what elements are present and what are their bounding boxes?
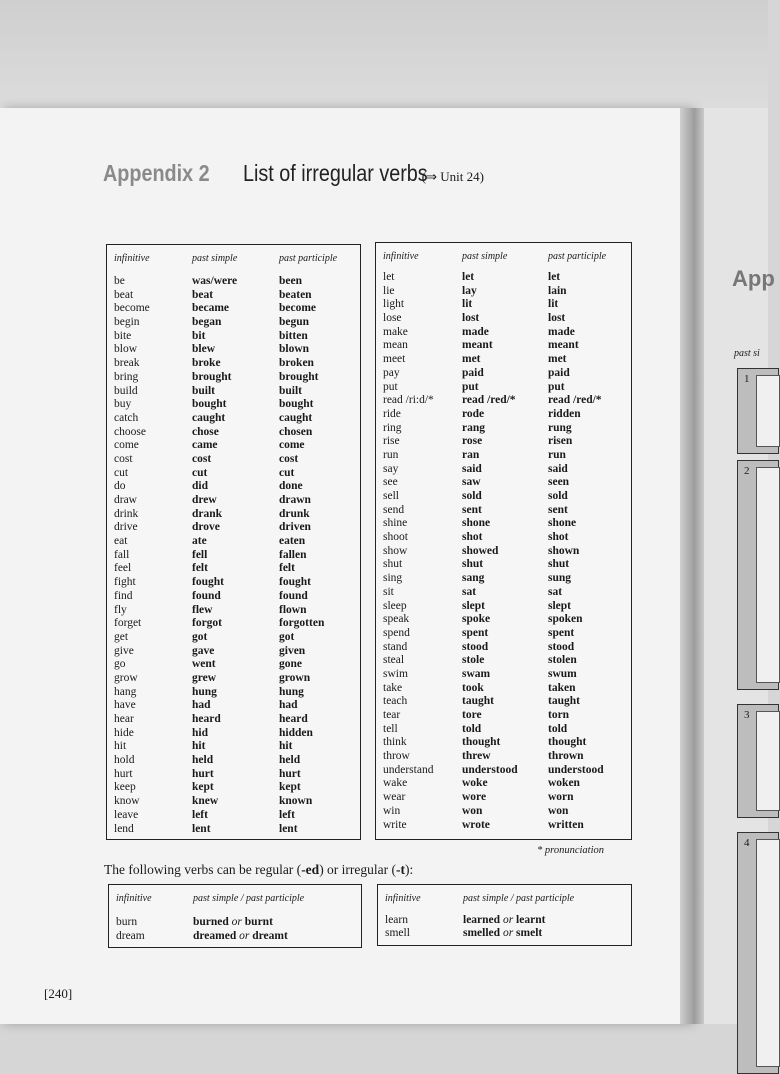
verb-infinitive: shut: [383, 558, 403, 571]
verb-past-simple: left: [192, 808, 208, 821]
verb-past-simple: rang: [462, 421, 485, 434]
verb-past-participle: shone: [548, 517, 577, 530]
verb-past-participle: built: [279, 384, 303, 397]
verb-past-simple: won: [462, 804, 483, 817]
verb-past-simple: bought: [192, 398, 227, 411]
verb-past-simple: bit: [192, 329, 206, 342]
verb-past-simple: woke: [462, 777, 488, 790]
verb-past-simple: shone: [462, 517, 491, 530]
verb-past-participle: sat: [548, 585, 563, 598]
verb-past-participle: found: [279, 589, 308, 602]
verb-infinitive: make: [383, 325, 408, 338]
verb-past-participle: woken: [548, 777, 580, 790]
verb-infinitive: stand: [383, 640, 408, 653]
verb-past-participle: worn: [548, 791, 574, 804]
verb-past-participle: met: [548, 353, 567, 366]
verb-past-simple: drove: [192, 521, 220, 534]
verb-past-simple: brought: [192, 370, 232, 383]
verb-infinitive: come: [114, 439, 139, 452]
verb-past-simple: sent: [462, 503, 482, 516]
verb-past-participle: shut: [548, 558, 570, 571]
verb-past-participle: felt: [279, 562, 295, 575]
verb-past-simple: sang: [462, 572, 485, 585]
verb-infinitive: eat: [114, 535, 128, 548]
verb-past-participle: said: [548, 462, 568, 475]
verb-past-simple: held: [192, 754, 214, 767]
verb-past-participle: written: [548, 818, 584, 831]
verb-past-simple: cost: [192, 452, 212, 465]
infinitive-column: [383, 271, 434, 832]
verb-past-simple: flew: [192, 603, 213, 616]
verb-past-participle: got: [279, 630, 295, 643]
page-fold: [680, 108, 704, 1024]
verb-infinitive: rise: [383, 435, 400, 448]
verb-past-simple: heard: [192, 713, 221, 725]
verb-infinitive: say: [383, 462, 399, 475]
verb-past-participle: told: [548, 722, 568, 735]
table-row: burn burned or burnt: [116, 916, 273, 928]
verb-infinitive: mean: [383, 339, 408, 352]
verb-past-simple: told: [462, 722, 482, 735]
verb-past-simple: beat: [192, 288, 214, 301]
verb-infinitive: grow: [114, 671, 138, 684]
verb-infinitive: keep: [114, 781, 136, 794]
verb-past-participle: sold: [548, 490, 568, 502]
verb-infinitive: break: [114, 357, 140, 370]
verb-infinitive: buy: [114, 398, 132, 411]
page-number: [240]: [44, 986, 73, 1001]
verb-past-simple: ran: [462, 448, 480, 461]
verb-past-participle: lent: [279, 822, 298, 835]
past-participle-column: [548, 271, 604, 832]
unit-reference: (⇒ Unit 24): [421, 169, 484, 184]
verb-past-participle: lit: [548, 298, 559, 311]
verb-past-simple: grew: [192, 671, 217, 684]
verb-past-participle: broken: [279, 357, 314, 370]
verb-past-simple: drank: [192, 507, 223, 520]
verb-past-simple: put: [462, 380, 479, 393]
verb-infinitive: light: [383, 298, 405, 311]
table-row: dream dreamed or dreamt: [116, 930, 288, 942]
header-ps-pp: past simple / past participle: [193, 893, 305, 904]
verb-infinitive: fall: [114, 548, 130, 561]
verb-infinitive: steal: [383, 654, 405, 667]
verb-past-simple: sold: [462, 490, 482, 502]
verb-past-simple: found: [192, 589, 221, 602]
verb-infinitive: meet: [383, 353, 406, 366]
verb-past-participle: sent: [548, 503, 568, 516]
verb-past-simple: had: [192, 699, 211, 712]
verb-infinitive: write: [383, 818, 407, 831]
verb-past-participle: won: [548, 804, 569, 817]
past-simple-column: [462, 271, 518, 832]
verb-past-participle: beaten: [279, 288, 312, 301]
header-infinitive: infinitive: [116, 893, 152, 904]
next-page-box-1: [737, 368, 779, 454]
verb-infinitive: sleep: [383, 599, 407, 612]
verb-past-simple: knew: [192, 795, 219, 808]
verb-past-participle: cost: [279, 452, 299, 465]
verb-past-participle: blown: [279, 343, 310, 356]
verb-past-participle: cut: [279, 466, 295, 479]
verb-infinitive: feel: [114, 562, 132, 575]
appendix-label: Appendix 2: [103, 160, 210, 186]
verb-past-participle: lost: [548, 312, 566, 325]
verb-past-participle: paid: [548, 366, 570, 379]
verb-past-participle: torn: [548, 709, 570, 721]
verb-past-simple: began: [192, 316, 222, 329]
verb-past-participle: done: [279, 480, 303, 493]
verb-past-simple: saw: [462, 476, 481, 489]
verb-past-simple: fell: [192, 548, 208, 561]
verb-past-participle: forgotten: [279, 617, 325, 630]
verb-infinitive: do: [114, 480, 126, 493]
verb-past-simple: lit: [462, 298, 473, 311]
header-past-participle: past participle: [279, 253, 338, 264]
next-page-box-4: [737, 832, 779, 1074]
verb-past-participle: meant: [548, 339, 579, 352]
verb-infinitive: throw: [383, 750, 410, 763]
verb-past-simple: read /red/*: [462, 394, 516, 407]
verb-past-participle: stood: [548, 640, 575, 653]
verb-past-participle: kept: [279, 781, 301, 794]
box-number: 4: [744, 837, 750, 849]
verb-infinitive: catch: [114, 411, 139, 424]
verb-past-simple: chose: [192, 425, 219, 438]
verb-infinitive: put: [383, 380, 398, 393]
verb-infinitive: speak: [383, 613, 410, 626]
box-number: 3: [744, 709, 750, 721]
verb-infinitive: build: [114, 384, 138, 397]
verb-past-simple: caught: [192, 411, 226, 424]
verb-infinitive: wake: [383, 777, 408, 790]
past-participle-column: [279, 275, 324, 836]
verb-past-participle: begun: [279, 316, 310, 329]
verb-past-simple: forgot: [192, 617, 223, 630]
verb-infinitive: hit: [114, 740, 127, 753]
verb-past-simple: swam: [462, 667, 491, 680]
verb-past-participle: read /red/*: [548, 394, 602, 407]
verb-infinitive: bring: [114, 370, 139, 383]
verb-past-simple: built: [192, 384, 216, 397]
next-page-box-2: [737, 460, 779, 690]
verb-past-participle: fallen: [279, 548, 307, 561]
verb-past-simple: rose: [462, 435, 483, 448]
verb-infinitive: lend: [114, 822, 134, 835]
verb-past-participle: shot: [548, 531, 569, 544]
verb-infinitive: take: [383, 681, 403, 694]
verb-past-simple: hid: [192, 726, 208, 739]
verb-past-simple: hit: [192, 740, 206, 753]
verb-infinitive: send: [383, 503, 405, 516]
verb-infinitive: show: [383, 544, 408, 557]
verb-past-participle: held: [279, 754, 301, 767]
verb-infinitive: shine: [383, 517, 408, 530]
verb-past-participle: gone: [279, 658, 302, 671]
verb-past-participle: drunk: [279, 507, 310, 520]
verb-past-simple: kept: [192, 781, 214, 794]
verb-past-participle: been: [279, 275, 302, 287]
regular-irregular-note: The following verbs can be regular (-ed) or irregular (-t):: [104, 862, 414, 877]
verb-past-simple: hung: [192, 685, 217, 698]
verb-past-participle: drawn: [279, 494, 311, 506]
next-page-header: past si: [734, 348, 760, 359]
verb-past-participle: hit: [279, 740, 293, 753]
verb-infinitive: cost: [114, 452, 133, 465]
verb-past-participle: shown: [548, 544, 580, 557]
verb-infinitive: fight: [114, 576, 136, 589]
verb-past-simple: meant: [462, 339, 493, 352]
verb-infinitive: sell: [383, 490, 399, 502]
verb-infinitive: hang: [114, 685, 137, 698]
verb-past-participle: spoken: [548, 613, 583, 626]
regular-verbs-table-left: [108, 884, 362, 948]
verb-infinitive: draw: [114, 494, 137, 506]
verb-past-simple: hurt: [192, 767, 214, 780]
verb-infinitive: hide: [114, 726, 134, 739]
verb-past-simple: did: [192, 480, 208, 493]
verb-past-simple: threw: [462, 750, 491, 763]
box-number: 2: [744, 465, 750, 477]
page-title: [103, 160, 484, 187]
verb-infinitive: be: [114, 275, 125, 287]
verb-past-participle: eaten: [279, 535, 306, 548]
verb-infinitive: begin: [114, 316, 140, 329]
verb-infinitive: bite: [114, 329, 132, 342]
verb-past-participle: spent: [548, 626, 575, 639]
box-number: 1: [744, 373, 750, 385]
verb-past-participle: understood: [548, 763, 604, 776]
verb-infinitive: understand: [383, 763, 434, 776]
verb-past-participle: put: [548, 380, 565, 393]
verb-past-simple: fought: [192, 576, 224, 589]
verb-past-simple: slept: [462, 599, 485, 612]
verb-infinitive: run: [383, 448, 399, 461]
verb-past-simple: paid: [462, 366, 484, 379]
header-infinitive: infinitive: [114, 253, 150, 264]
verb-infinitive: choose: [114, 425, 146, 438]
title-text: List of irregular verbs: [243, 160, 428, 186]
verb-past-participle: seen: [548, 476, 570, 489]
infinitive-column: [114, 275, 150, 836]
verb-past-participle: hidden: [279, 726, 313, 739]
next-page-box-3: [737, 704, 779, 818]
verb-infinitive: find: [114, 589, 133, 602]
verb-past-simple: thought: [462, 736, 501, 749]
verb-infinitive: wear: [383, 791, 406, 804]
table-row: smell smelled or smelt: [385, 927, 543, 939]
verb-infinitive: leave: [114, 808, 139, 821]
verb-infinitive: become: [114, 302, 150, 315]
verb-past-simple: wrote: [462, 818, 490, 831]
header-infinitive: infinitive: [383, 251, 419, 262]
verb-infinitive: let: [383, 271, 395, 283]
verb-past-participle: thrown: [548, 750, 584, 763]
verb-past-participle: bought: [279, 398, 314, 411]
header-infinitive: infinitive: [385, 893, 421, 904]
table-row: learn learned or learnt: [385, 914, 546, 926]
verb-infinitive: think: [383, 736, 407, 749]
verb-infinitive: have: [114, 699, 136, 712]
verb-past-simple: broke: [192, 357, 221, 370]
verb-past-simple: felt: [192, 562, 208, 575]
verb-infinitive: drink: [114, 507, 139, 520]
verb-past-simple: shut: [462, 558, 484, 571]
verb-past-participle: chosen: [279, 425, 313, 438]
verb-infinitive: teach: [383, 695, 408, 708]
verb-past-participle: lain: [548, 284, 567, 297]
verb-infinitive: cut: [114, 466, 129, 479]
verb-past-simple: said: [462, 462, 482, 475]
verb-past-simple: met: [462, 353, 481, 366]
past-simple-column: [192, 275, 237, 836]
verb-past-simple: spent: [462, 626, 489, 639]
verb-past-participle: stolen: [548, 654, 577, 667]
verb-past-simple: lent: [192, 822, 211, 835]
verb-past-participle: given: [279, 644, 306, 657]
verb-past-simple: showed: [462, 544, 499, 557]
verb-infinitive: lose: [383, 312, 402, 325]
verb-past-simple: got: [192, 630, 208, 643]
verb-infinitive: hurt: [114, 767, 133, 780]
verb-past-participle: risen: [548, 435, 573, 448]
verb-infinitive: spend: [383, 626, 410, 639]
verb-past-simple: drew: [192, 494, 217, 506]
verb-past-simple: let: [462, 271, 475, 283]
verb-past-simple: stole: [462, 654, 485, 667]
verb-past-participle: slept: [548, 599, 571, 612]
verb-infinitive: sing: [383, 572, 403, 585]
verb-infinitive: win: [383, 804, 401, 817]
verb-infinitive: pay: [383, 366, 400, 379]
verb-past-simple: blew: [192, 343, 215, 356]
verb-past-simple: came: [192, 439, 218, 452]
verb-past-simple: made: [462, 325, 489, 338]
verb-infinitive: see: [383, 476, 398, 489]
verb-infinitive: forget: [114, 617, 142, 630]
pronunciation-note: * pronunciation: [537, 845, 604, 856]
verb-infinitive: read /ri:d/*: [383, 394, 434, 407]
verb-past-simple: understood: [462, 763, 518, 776]
verb-past-simple: went: [192, 658, 216, 671]
verb-past-simple: lay: [462, 284, 477, 297]
verb-infinitive: beat: [114, 288, 134, 301]
verb-past-participle: swum: [548, 667, 577, 680]
verb-past-simple: became: [192, 302, 230, 315]
verb-past-participle: made: [548, 325, 575, 338]
verb-past-simple: gave: [192, 644, 215, 657]
verb-past-simple: stood: [462, 640, 489, 653]
verb-past-participle: sung: [548, 572, 572, 585]
background-strip: [0, 0, 768, 108]
verb-infinitive: know: [114, 795, 140, 808]
verb-infinitive: blow: [114, 343, 137, 356]
verb-past-simple: wore: [462, 791, 487, 804]
verb-past-participle: fought: [279, 576, 311, 589]
header-ps-pp: past simple / past participle: [463, 893, 575, 904]
verb-past-participle: thought: [548, 736, 587, 749]
verb-infinitive: ring: [383, 421, 402, 434]
verb-infinitive: fly: [114, 603, 127, 616]
verb-past-participle: taken: [548, 681, 576, 694]
verb-past-simple: cut: [192, 466, 208, 479]
verb-past-simple: was/were: [192, 275, 238, 287]
verb-past-simple: lost: [462, 312, 480, 325]
verb-past-participle: let: [548, 271, 561, 283]
next-page-title: App: [732, 266, 775, 291]
verb-past-participle: heard: [279, 713, 308, 725]
verb-past-simple: tore: [462, 709, 482, 721]
verb-past-simple: shot: [462, 531, 483, 544]
verb-infinitive: tear: [383, 709, 401, 721]
header-past-simple: past simple: [462, 251, 508, 262]
verb-infinitive: ride: [383, 407, 401, 420]
verb-past-participle: known: [279, 795, 313, 808]
verb-past-simple: taught: [462, 695, 494, 708]
verb-infinitive: tell: [383, 722, 398, 735]
verb-infinitive: give: [114, 644, 134, 657]
verb-past-participle: brought: [279, 370, 319, 383]
verb-past-simple: sat: [462, 585, 477, 598]
verb-past-participle: caught: [279, 411, 313, 424]
verb-past-participle: hurt: [279, 767, 301, 780]
verb-infinitive: sit: [383, 585, 394, 598]
verb-infinitive: swim: [383, 667, 408, 680]
verb-infinitive: hear: [114, 713, 134, 725]
verb-infinitive: drive: [114, 521, 138, 534]
verbs-table-right: [375, 242, 632, 840]
verb-past-participle: flown: [279, 603, 307, 616]
verb-past-participle: grown: [279, 671, 311, 684]
verb-past-participle: become: [279, 302, 317, 315]
verb-infinitive: go: [114, 658, 126, 671]
verb-past-simple: took: [462, 681, 484, 694]
verb-infinitive: shoot: [383, 531, 408, 544]
verbs-table-left: [106, 244, 361, 840]
verb-past-simple: spoke: [462, 613, 491, 626]
verb-past-participle: run: [548, 448, 566, 461]
verb-past-participle: bitten: [279, 329, 308, 342]
verb-past-participle: rung: [548, 421, 572, 434]
verb-infinitive: hold: [114, 754, 135, 767]
verb-past-participle: ridden: [548, 407, 581, 420]
verb-past-participle: taught: [548, 695, 580, 708]
verb-past-simple: ate: [192, 535, 207, 548]
header-past-simple: past simple: [192, 253, 238, 264]
verb-infinitive: lie: [383, 284, 395, 297]
header-past-participle: past participle: [548, 251, 607, 262]
verb-past-participle: left: [279, 808, 295, 821]
verb-past-participle: hung: [279, 685, 304, 698]
verb-past-participle: come: [279, 439, 305, 452]
verb-past-participle: had: [279, 699, 298, 712]
regular-verbs-table-right: [377, 884, 632, 946]
verb-infinitive: get: [114, 630, 129, 643]
verb-past-simple: rode: [462, 407, 485, 420]
verb-past-participle: driven: [279, 521, 311, 534]
